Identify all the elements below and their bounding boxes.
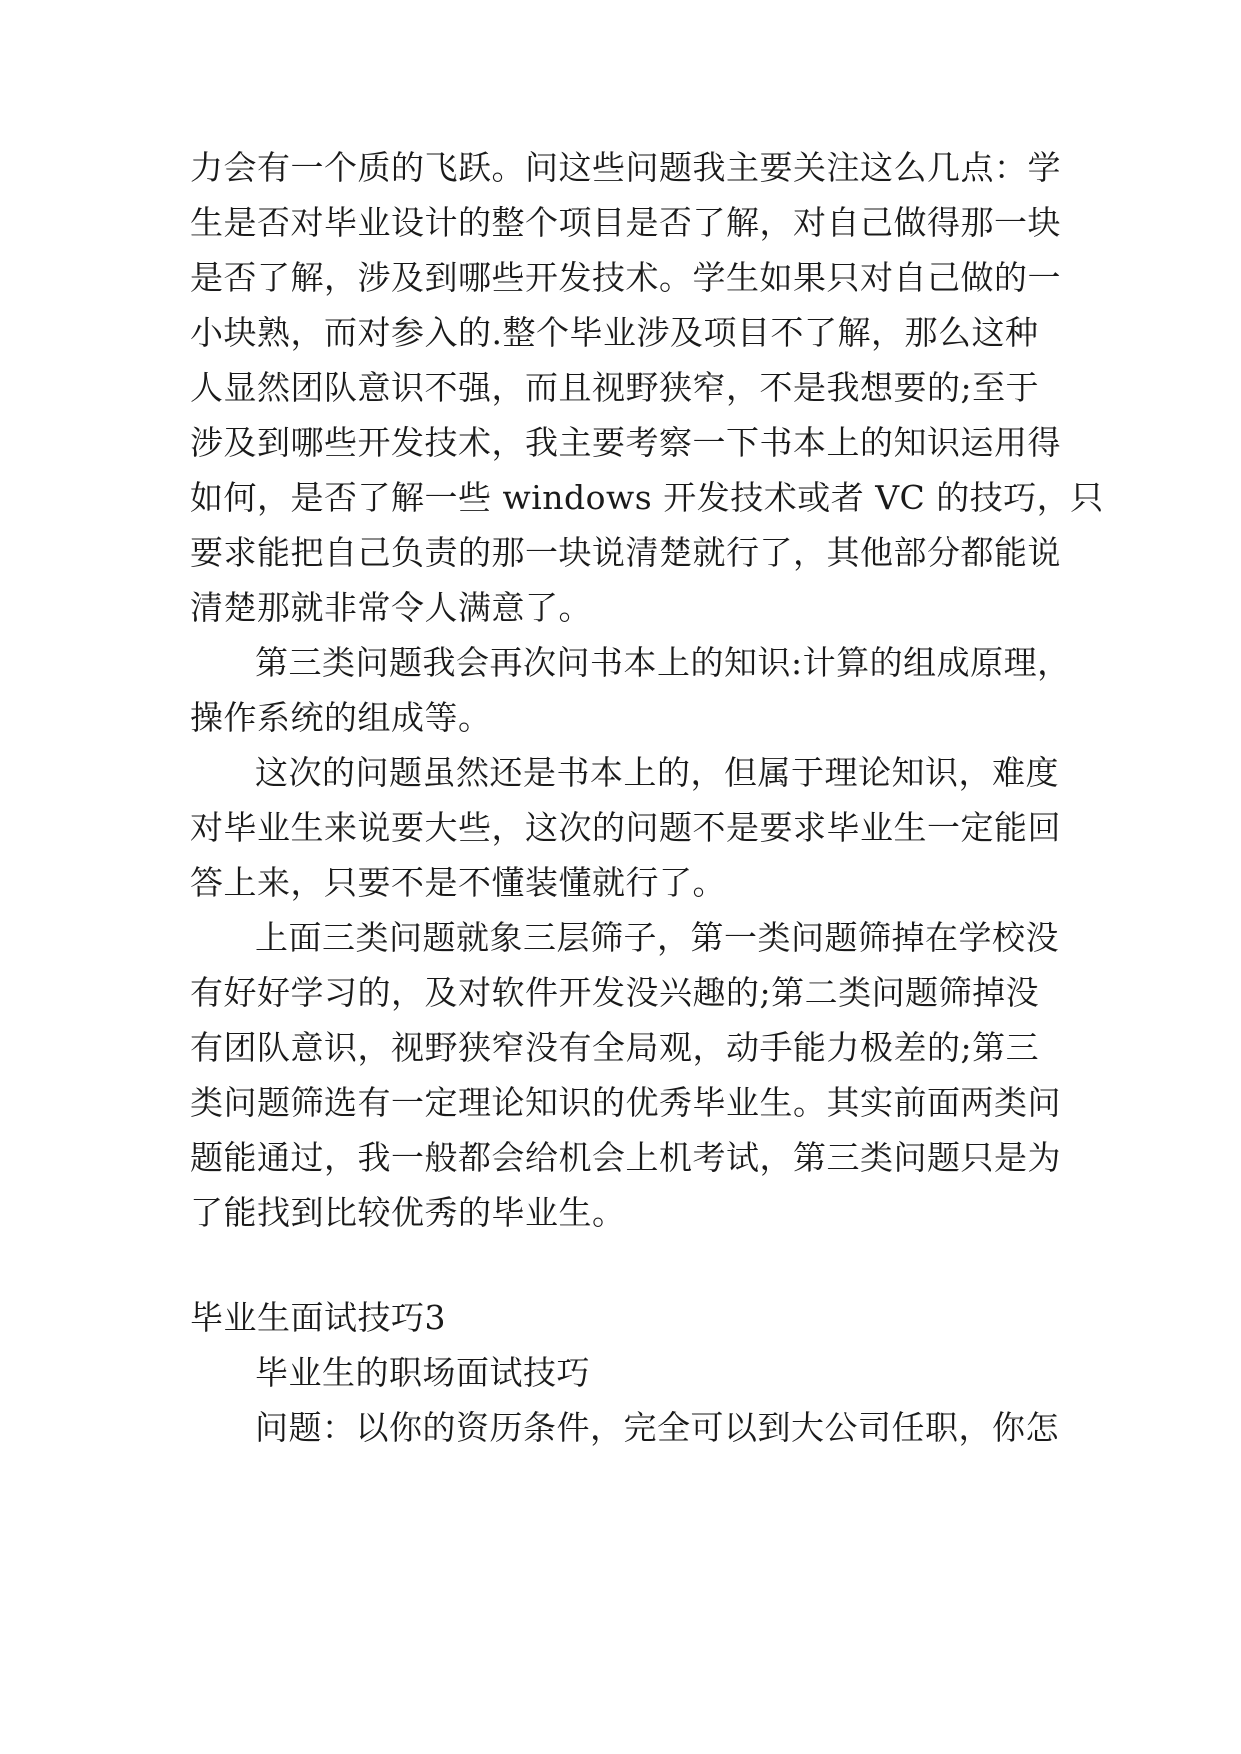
- paragraph-3-line-3: 答上来，只要不是不懂装懂就行了。: [190, 863, 726, 902]
- paragraph-5-line-1: 问题：以你的资历条件，完全可以到大公司任职，你怎: [255, 1408, 1059, 1447]
- paragraph-4-line-5: 题能通过，我一般都会给机会上机考试，第三类问题只是为: [190, 1138, 1061, 1177]
- paragraph-1-line-5: 人显然团队意识不强，而且视野狭窄，不是我想要的;至于: [190, 368, 1040, 407]
- paragraph-4-line-6: 了能找到比较优秀的毕业生。: [190, 1193, 626, 1232]
- paragraph-1-line-6: 涉及到哪些开发技术，我主要考察一下书本上的知识运用得: [190, 423, 1061, 462]
- paragraph-1-line-7: 如何，是否了解一些 windows 开发技术或者 VC 的技巧，只: [190, 478, 1104, 517]
- paragraph-2-line-1: 第三类问题我会再次问书本上的知识:计算的组成原理，: [255, 643, 1071, 682]
- paragraph-4-line-1: 上面三类问题就象三层筛子，第一类问题筛掉在学校没: [255, 918, 1059, 957]
- subheading: 毕业生的职场面试技巧: [255, 1353, 590, 1392]
- section-heading: 毕业生面试技巧3: [190, 1298, 446, 1337]
- paragraph-2-line-2: 操作系统的组成等。: [190, 698, 492, 737]
- paragraph-1-line-4: 小块熟，而对参入的.整个毕业涉及项目不了解，那么这种: [190, 313, 1039, 352]
- paragraph-4-line-2: 有好好学习的，及对软件开发没兴趣的;第二类问题筛掉没: [190, 973, 1040, 1012]
- paragraph-4-line-4: 类问题筛选有一定理论知识的优秀毕业生。其实前面两类问: [190, 1083, 1061, 1122]
- paragraph-3-line-2: 对毕业生来说要大些，这次的问题不是要求毕业生一定能回: [190, 808, 1061, 847]
- paragraph-4-line-3: 有团队意识，视野狭窄没有全局观，动手能力极差的;第三: [190, 1028, 1040, 1067]
- paragraph-1-line-1: 力会有一个质的飞跃。问这些问题我主要关注这么几点：学: [190, 148, 1061, 187]
- paragraph-1-line-2: 生是否对毕业设计的整个项目是否了解，对自己做得那一块: [190, 203, 1061, 242]
- paragraph-1-line-3: 是否了解，涉及到哪些开发技术。学生如果只对自己做的一: [190, 258, 1061, 297]
- paragraph-1-line-9: 清楚那就非常令人满意了。: [190, 588, 592, 627]
- paragraph-3-line-1: 这次的问题虽然还是书本上的，但属于理论知识，难度: [255, 753, 1059, 792]
- paragraph-1-line-8: 要求能把自己负责的那一块说清楚就行了，其他部分都能说: [190, 533, 1061, 572]
